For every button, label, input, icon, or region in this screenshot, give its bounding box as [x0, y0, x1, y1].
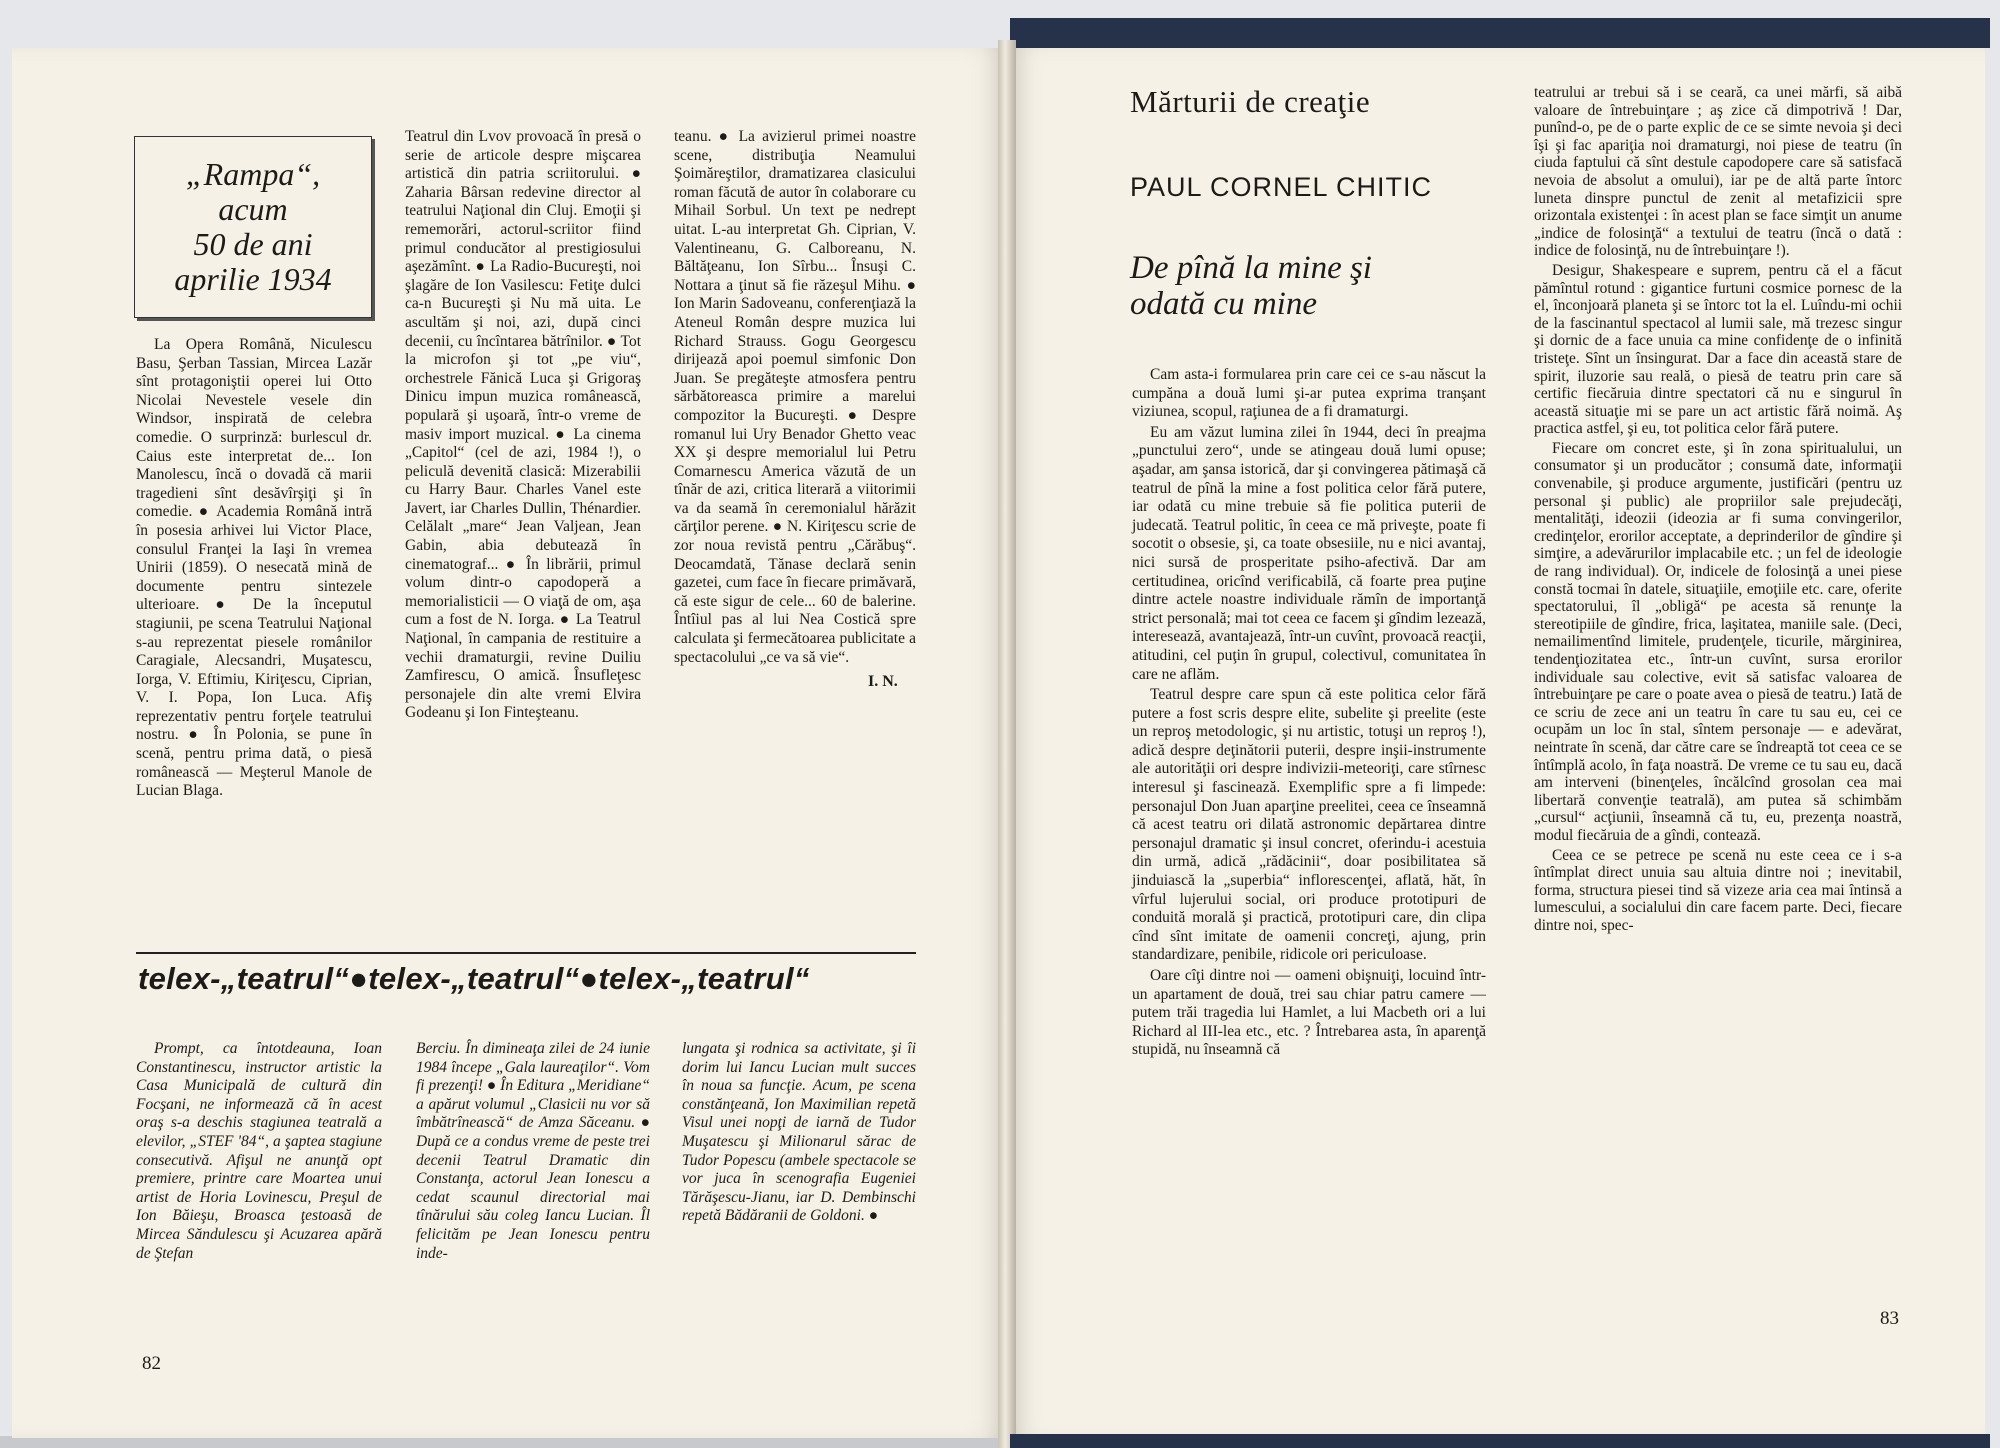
article-paragraph: teatrului ar trebui să i se ceară, ca unei mărfi, să aibă valoare de întrebuinţare ; aş zice că dimpotrivă ! Dar, punînd-o, pe de o parte explic de ce se simte nevoia şi deci îşi şi fac apariţia noi dramaturgi, noi piese de teatru (în ciuda faptului că sînt destule capodopere care să satisfacă nevoia de absolut a omului), iar pe de altă parte întorc luneta dinspre punctul de zenit al metafizicii spre orizontala existenţei : în acest plan se face simţit un anume „indice de folosinţă“ a textului de teatru (încă o dată : indice de folosinţă, nu de întrebuinţare !).: [1534, 84, 1902, 260]
article-column-1: [1132, 366, 1486, 1062]
article-paragraph: Eu am văzut lumina zilei în 1944, deci în preajma „punctului zero“, unde se atingeau două lumi opuse; aşadar, am şansa istorică, dar şi convingerea pătimaşă că teatrul de pînă la mine a fost politica celor fără putere, iar odată cu mine trebuie să fie politica puterii de judecată. Teatrul politic, în ceea ce mă priveşte, poate fi socotit o obsesie, şi, ca toate obsesiile, nu e nici avantaj, nici sursă de prosperitate psiho-afectivă. Dar am certitudinea, oricînd verificabilă, că foarte prea puţine dintre actele noastre individuale rămîn de importanţă strict personală; mai tot ceea ce facem şi gîndim lezează, interesează, avantajează, într-un cuvînt, provoacă reacţii, atitudini, cel puţin în grupul, colectivul, comunitatea în care ne aflăm.: [1132, 423, 1486, 683]
telex-column-2: [416, 1040, 650, 1265]
section-divider: [136, 952, 916, 954]
rampa-column-1: [136, 336, 372, 803]
rampa-title: „Rampa“, acum 50 de ani aprilie 1934: [174, 156, 332, 297]
rampa-column-2: [405, 128, 641, 725]
page-number-right: 83: [1880, 1308, 1899, 1329]
rampa-column-3-text: teanu. ● La avizierul primei noastre scene, distribuţia Neamului Şoimăreştilor, dramatizarea clasicului roman făcută de autor în colaborare cu Mihail Sorbul. Un text pe nedrept uitat. L-au interpretat Gh. Ciprian, V. Valentineanu, G. Calboreanu, N. Băltăţeanu, Ion Sîrbu... Însuşi C. Nottara a ţinut să fie răzeşul Mihu. ● Ion Marin Sadoveanu, conferenţiază la Ateneul Român despre muzica lui Richard Strauss. Gogu Georgescu dirijează apoi poemul simfonic Don Juan. Se pregăteşte atmosfera pentru sărbătoreasca primire a marelui compozitor la Bucureşti. ● Despre romanul lui Ury Benador Ghetto veac XX şi despre memorialul lui Petru Comarnescu America văzută de un tînăr de azi, critica literară a viitorimii va da seamă în ceremonialul hărăzit cărţilor perene. ● N. Kiriţescu scrie de zor noua revistă pentru „Cărăbuş“. Deocamdată, Tănase declară senin gazetei, cum face în fiecare primăvară, că este sigur de cele... 60 de balerine. Întîiul pas al lui Nea Costică spre calculata şi fermecătoarea publicitate a spectacolului „ce va să vie“.: [674, 128, 916, 666]
rampa-column-1-text: La Opera Română, Niculescu Basu, Şerban Tassian, Mircea Lazăr sînt protagoniştii operei lui Otto Nicolai Nevestele vesele din Windsor, inspirată de celebra comedie. O surprinză: burlescul dr. Caius este interpretat de... Ion Manolescu, încă o dovadă că marii tragedieni sînt desăvîrşiţi şi în comedie. ● Academia Română intră în posesia arhivei lui Victor Place, consulul Franţei la Iaşi în vremea Unirii (1859). O nesecată mină de documente pentru sintezele ulterioare. ● De la începutul stagiunii, pe scena Teatrului Naţional s-au reprezentat piesele românilor Caragiale, Alecsandri, Muşatescu, Iorga, V. Eftimiu, Kiriţescu, Ciprian, V. I. Popa, Ion Luca. Afiş reprezentativ pentru forţele teatrului nostru. ● În Polonia, se pune în scenă, pentru prima dată, o piesă românească — Meşterul Manole de Lucian Blaga.: [136, 336, 372, 800]
article-paragraph: Cam asta-i formularea prin care cei ce s-au născut la cumpăna a două lumi şi-ar putea exprima tranşant viziunea, scopul, raţiunea de a fi dramaturgi.: [1132, 366, 1486, 421]
article-paragraph: Desigur, Shakespeare e suprem, pentru că el a făcut pămîntul rotund : gigantice furtuni cosmice pornesc de la el, înconjoară planeta şi se întorc tot la el. Luîndu-mi ochii de la fascinantul spectacol al lumii sale, mă trezesc singur şi dornic de a face unuia ca mine confidenţe de o infinită tristeţe. Sînt un însingurat. Dar a face din această stare de spirit, iluzorie sau reală, o piesă de teatru prin care să certific fiecăruia dintre spectatori că nu e singurul în această situaţie mi se pare un act artistic fără noimă. Aş practica astfel, şi eu, tot politica celor fără putere.: [1534, 261, 1902, 438]
telex-column-1: [136, 1040, 382, 1265]
signature: I. N.: [868, 673, 898, 690]
telex-column-1-text: Prompt, ca întotdeauna, Ioan Constantinescu, instructor artistic la Casa Municipală de cultură din Focşani, ne informează că în acest oraş s-a deschis stagiunea teatrală a elevilor, „STEF '84“, a şaptea stagiune consecutivă. Afişul ne anunţă opt premiere, printre care Moartea unui artist de Horia Lovinescu, Preşul de Ion Băieşu, Broasca ţestoasă de Mircea Săndulescu şi Acuzarea apără de Ştefan: [136, 1040, 382, 1262]
rampa-column-3: [674, 128, 916, 669]
article-column-2: [1534, 84, 1902, 937]
author-name: PAUL CORNEL CHITIC: [1130, 172, 1433, 202]
article-paragraph: Fiecare om concret este, şi în zona spiritualului, un consumator şi un producător ; consumă date, informaţii convenabile, şi produce argumente, justificări (pentru uz personal şi public) ale propriilor sale prejudecăţi, mentalităţi, ideozii (ideozia ar fi suma convingerilor, credinţelor, erorilor acceptate, a deprinderilor de gîndire şi simţire, a adevărurilor implacabile etc. ; un fel de ideologie de rang individual). Or, indicele de folosinţă a unei piese constă tocmai în datele, situaţiile, emoţiile etc. care, oferite spectatorului, îl „obligă“ pe acesta să renunţe la stereotipiile de gîndire, frica, laşitatea, maniile sale. (Deci, nemailimentînd limitele, prudenţele, ticurile, mărginirea, tendenţiozitatea etc., într-un cuvînt, sursa erorilor individuale sau colective, evit să satisfac valoarea de întrebuinţare pe care o poate avea o piesă de teatru.) Iată de ce scriu de zece ani un teatru în care tu sau eu, cei ce ocupăm un loc în stal, sîntem personaje — e adevărat, neintrate în scenă, dar către care se îndreaptă tot ceea ce se întîmplă acolo, în faţa noastră. De vreme ce tu sau eu, dacă am interveni (binenţeles, încălcînd grosolan cea mai libertară convenţie teatrală), am putea să schimbăm „cursul“ acţiunii, înseamnă că tu, eu, prezenţa noastră, modul fiecăruia de a gîndi, contează.: [1534, 439, 1902, 844]
telex-column-3-text: lungata şi rodnica sa activitate, şi îi dorim lui Iancu Lucian mult succes în noua sa funcţie. Acum, pe scena constănţeană, Ion Maximilian repetă Visul unei nopţi de iarnă de Tudor Muşatescu şi Milionarul sărac de Tudor Popescu (ambele spectacole se vor juca în scenografia Eugeniei Tărăşescu-Jianu, iar D. Dembinschi repetă Bădăranii de Goldoni. ●: [682, 1040, 916, 1225]
article-paragraph: Teatrul despre care spun că este politica celor fără putere a fost scris despre elite, subelite şi preelite (este un reproş metodologic, şi nu artistic, totuşi un reproş !), adică despre deţinătorii puterii, despre inşii-instrumente ale autorităţii ori despre indivizii-meteoriţi, care stîrnesc interesul şi fascinează. Exemplific spre a fi limpede: personajul Don Juan aparţine preelitei, ceea ce înseamnă că acest teatru ori dilată astronomic depărtarea dintre personajul dramatic şi insul concret, oferindu-i acestuia din urmă, adică „rădăcinii“, doar posibilitatea să jinduiască la „superbia“ inflorescenţei, aflată, hăt, în vîrful lujerului social, ori produce prototipuri de conduită morală şi practică, prototipuri care, din clipa cînd sînt imitate de oamenii concreţi, ajung, prin standardizare, penibile, ridicole ori periculoase.: [1132, 686, 1486, 964]
rampa-column-2-text: Teatrul din Lvov provoacă în presă o serie de articole despre mişcarea artistică din patria scriitorului. ● Zaharia Bârsan redevine director al teatrului Naţional din Cluj. Emoţii şi rememorări, actorul-scriitor fiind primul conducător al prestigiosului aşezămînt. ● La Radio-Bucureşti, noi şlagăre de Ion Vasilescu: Fetiţe dulci ca-n Bucureşti şi Nu mă uita. Le ascultăm şi noi, azi, după cinci decenii, cu încîntarea bătrînilor. ● Tot la microfon şi tot „pe viu“, orchestrele Fănică Luca şi Grigoraş Dinicu impun muzica românească, populară şi uşoară, într-o vreme de masiv import muzical. ● La cinema „Capitol“ (cel de azi, 1984 !), o peliculă devenită clasică: Mizerabilii cu Harry Baur. Charles Vanel este Javert, iar Charles Dullin, Thénardier. Celălalt „mare“ Jean Valjean, Jean Gabin, abia debutează în cinematograf... ● În librării, primul volum dintr-o capodoperă a memorialisticii — O viaţă de om, aşa cum a fost de N. Iorga. ● La Teatrul Naţional, în campania de restituire a vechii dramaturgii, revine Duiliu Zamfirescu, O amică. Însufleţesc personajele din alte vremi Elvira Godeanu şi Ion Finteşteanu.: [405, 128, 641, 722]
book-cover-bottom: [1010, 1434, 1990, 1448]
section-title: Mărturii de creaţie: [1130, 84, 1371, 119]
telex-column-3: [682, 1040, 916, 1228]
book-gutter: [998, 40, 1016, 1448]
telex-column-2-text: Berciu. În dimineaţa zilei de 24 iunie 1984 începe „Gala laureaţilor“. Vom fi prezenţi! ● În Editura „Meridiane“ a apărut volumul „Clasicii nu vor să îmbătrînească“ de Amza Săceanu. ● După ce a condus vreme de peste trei decenii Teatrul Dramatic din Constanţa, actorul Jean Ionescu a cedat scaunul directorial mai tînărului său coleg Iancu Lucian. Îl felicităm pe Jean Ionescu pentru inde-: [416, 1040, 650, 1262]
article-title: De pînă la mine şi odată cu mine: [1130, 250, 1372, 322]
rampa-title-box: [134, 136, 372, 318]
article-paragraph: Oare cîţi dintre noi — oameni obişnuiţi, locuind într-un apartament de două, trei sau chiar patru camere — putem trăi tragedia lui Hamlet, a lui Macbeth ori a lui Richard al III-lea etc., etc. ? Întrebarea asta, în aparenţă stupidă, nu înseamnă că: [1132, 967, 1486, 1059]
article-paragraph: Ceea ce se petrece pe scenă nu este ceea ce i s-a întîmplat direct unuia sau altuia dintre noi ; inevitabil, forma, structura piesei tind să vizeze aria cea mai întinsă a lumescului, a socialului din care facem parte. Deci, fiecare dintre noi, spec-: [1534, 846, 1902, 934]
book-cover-top: [1010, 18, 1990, 48]
telex-heading: telex-„teatrul“●telex-„teatrul“●telex-„teatrul“: [138, 961, 810, 996]
page-number-left: 82: [142, 1353, 161, 1374]
